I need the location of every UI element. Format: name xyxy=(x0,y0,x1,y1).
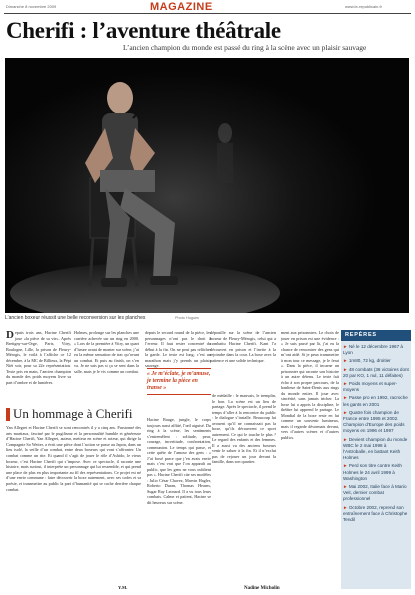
body-text-4: dépouille sur la scène de l’ancien boxeur de Fleury-Mérogis, celui qui a combattu Hacine Cherifi. Kant l’a découvert en prison et l’invite à la rejoindre dans la cour. La boxe avec la patience et une solide technique. xyxy=(210,330,276,363)
reperes-item: ► Devient champion du monde WBC le 2 mai 1998 à l’Astroballe, en battant Keith Holmes xyxy=(343,436,408,461)
reperes-item: ► Né le 12 décembre 1967 à Lyon xyxy=(343,344,403,356)
body-text-3: depuis le second round de la pièce, les personnages n’ont pas le droit à l’erreur. Il faut rester concentré du début à la fin. On ne peut pas relâcher la garde. Le texte est long, c’est un marathon mais j’y prends un plaisir sauvage. xyxy=(145,330,211,368)
reperes-item: ► Quatre fois champion de France entre 1995 et 2002. Champion d’Europe des poids moyens en 1996 et 1997 xyxy=(343,409,405,434)
reperes-heading-text: REPÈRES xyxy=(345,332,377,338)
sub-article-body: Yan Allegret et Hacine Cherifi se sont rencontrés il y a cinq ans. Passionné des arts martiaux, fasciné par le pugilisme et la personnalité humble et généreuse d’Hacine Cherifi, Yan Allegret, auteur, metteur en scène et acteur, qui dirige la Compagnie So Weiter, a écrit une pièce dont l’action se passe au Japon, dans un lieu isolé, la veille d’un combat, entre deux boxeurs qui vont s’affronter. Un combat comme un rite. Et quand il s’agit de jouer le rôle d’Ashido, le vieux boxeur, c’est Hacine Cherifi qui s’impose. Avec ce spectacle, il raconte une histoire, mais surtout, il interprète un personnage qui lui ressemble, et qui prend une place de plus en plus importante au fil des représentations. Ce projet est né d’une envie commune : faire découvrir la boxe autrement, avec ses codes et sa poésie, et transmettre au public la part d’humanité qui se cache derrière chaque combat. xyxy=(6,425,141,492)
arrow-icon: ► xyxy=(343,409,348,415)
masthead xyxy=(0,0,415,16)
sub-article-heading: Un hommage à Cherifi xyxy=(13,406,133,421)
arrow-icon: ► xyxy=(343,366,348,372)
boxer-stage-photo xyxy=(5,58,409,313)
body-column-5 xyxy=(147,417,211,592)
author-signature: Nadine Micholin xyxy=(244,586,280,591)
arrow-icon: ► xyxy=(343,358,348,364)
pull-quote-rule-bottom xyxy=(147,394,211,395)
body-text-5: Hacine Bauge, jungle, le corps toujours aussi affûté, l’œil aiguisé. Du ring à la scène, les sentiments s’entremêlent : solitude, peur, courage, incertitude, confrontation, communion. Le temps qui passe, et cette quête de l’amour des gens : « J’ai boxé parce que j’en avais envie mais c’est vrai que l’on apparaît au public, que les gens ne vous oublient pas ». Hacine Cherifi cite ses modèles : Julio César Chavez, Marvin Hagler, Roberto Duran, Thomas Hearns, Sugar Ray Leonard. Il a vu tous leurs combats. Calme et patient, Hacine se dit heureux sur scène. xyxy=(147,417,211,505)
body-text-2: Holmes, prolonge sur les planches une carrière achevée sur un ring en 2000. « Lors de la première à Vitry, un quart d’heure avant de monter sur scène, j’ai eu la même sensation de trac qu’avant un combat. Et puis au finish, on s’en va. Je ne sais pas si ça se sent dans la salle, mais je le vis comme un combat. xyxy=(74,330,139,374)
section-title: MAGAZINE xyxy=(150,1,213,13)
stage-scene-illustration xyxy=(5,58,409,313)
arrow-icon: ► xyxy=(343,381,348,387)
arrow-icon: ► xyxy=(343,463,348,469)
site-url: www.le-republicain.fr xyxy=(345,4,382,9)
reperes-item: ► Poids moyens et super-moyens xyxy=(343,381,398,393)
body-column-6 xyxy=(212,393,276,586)
pull-quote-text: « Je m’éclate, je m’amuse, je termine la pièce en transe » xyxy=(147,371,211,391)
body-column-4 xyxy=(210,330,276,390)
photo-credit: Photo Hugues xyxy=(175,316,200,320)
sub-article-initials: Y.M. xyxy=(118,585,128,590)
pull-quote-rule-top xyxy=(147,368,211,369)
issue-date: Dimanche 8 novembre 2009 xyxy=(6,4,57,9)
arrow-icon: ► xyxy=(343,484,348,490)
reperes-item: ► Perd son titre contre Keith Holmes le 24 avril 1999 à Washington xyxy=(343,463,402,481)
standfirst: L’ancien champion du monde est passé du ring à la scène avec un plaisir sauvage xyxy=(123,43,367,52)
body-column-2 xyxy=(74,330,139,405)
body-text-1: epuis trois ans, Hacine Cherifi joue «la pièce de sa vie». Après Bretigny-sur-Orge, Paris, Vitry, Boulogne, Lille, la prison de Fleury-Mérogis, le voilà à l’affiche ce 12 décembre, à la MC de Billieux, la Pépi Nièt soir, pour sa 22e représentation. Texte pris en main, l’ancien champion du monde des poids moyens livre sa part d’ombre et de lumières. xyxy=(6,330,71,385)
body-text-6: de médaille : le mauvais, le tremplin, le bon. La scène est un lieu de partage. Après le spectacle, il prend le temps d’aller à la rencontre du public : le dialogue s’installe. Beaucoup lui avouent qu’il ne connaissait pas la boxe, qu’ils découvrent ce sport autrement. Ce qui le touche le plus ? Le regard des enfants et des femmes. Il a aussi vu des anciens boxeurs venir le saluer à la fin. Et il n’exclut pas de rejouer un jour devant la famille, dans son quartier. xyxy=(212,393,276,464)
body-column-7 xyxy=(281,330,339,595)
reperes-item: ► Mai 2002, Italie face à Mario Veit, dernier combat professionnel xyxy=(343,484,407,502)
reperes-item: ► 1m80, 72 kg, droitier xyxy=(343,358,391,364)
body-column-1 xyxy=(6,330,71,405)
reperes-item: ► Passe pro en 1992, racroche les gants en 2001 xyxy=(343,395,408,407)
pull-quote xyxy=(147,366,211,397)
drop-cap: D xyxy=(6,330,14,341)
arrow-icon: ► xyxy=(343,344,348,349)
reperes-heading xyxy=(341,330,411,341)
reperes-list xyxy=(343,344,409,588)
arrow-icon: ► xyxy=(343,436,348,442)
reperes-item: ► Octobre 2002, reprend son entraînement face à Christophe Tendil xyxy=(343,504,408,523)
body-text-7: ment aux prisonniers. Le choix de jouer en prison est une évidence : « Je suis passé par là, j’ai eu la chance de rencontrer des gens qui m’ont aidé. Si je peux transmettre à mon tour ce message, je le ferai ». Dans la pièce, il incarne un prisonnier qui raconte son histoire à un autre détenu. Le texte fait écho à son propre parcours, de la banlieue de Saint-Denis aux rings du monde entier. Il joue avec sincérité, sans jamais tricher. La boxe lui a appris la discipline, le théâtre lui apprend le partage. Le Mondial de la boxe reste en lui comme un souvenir lumineux, mais il regarde désormais devant, vers d’autres scènes et d’autres publics. xyxy=(281,330,339,440)
top-rule xyxy=(4,13,411,14)
headline: Cherifi : l’aventure théâtrale xyxy=(6,18,281,43)
reperes-item: ► 48 combats (36 victoires dont 20 par KO, 1 nul, 11 défaites) xyxy=(343,366,409,378)
arrow-icon: ► xyxy=(343,395,348,401)
subhead-marker xyxy=(6,408,10,421)
photo-caption: L’ancien boxeur réussit une belle reconversion sur les planches xyxy=(5,315,146,321)
arrow-icon: ► xyxy=(343,504,348,510)
